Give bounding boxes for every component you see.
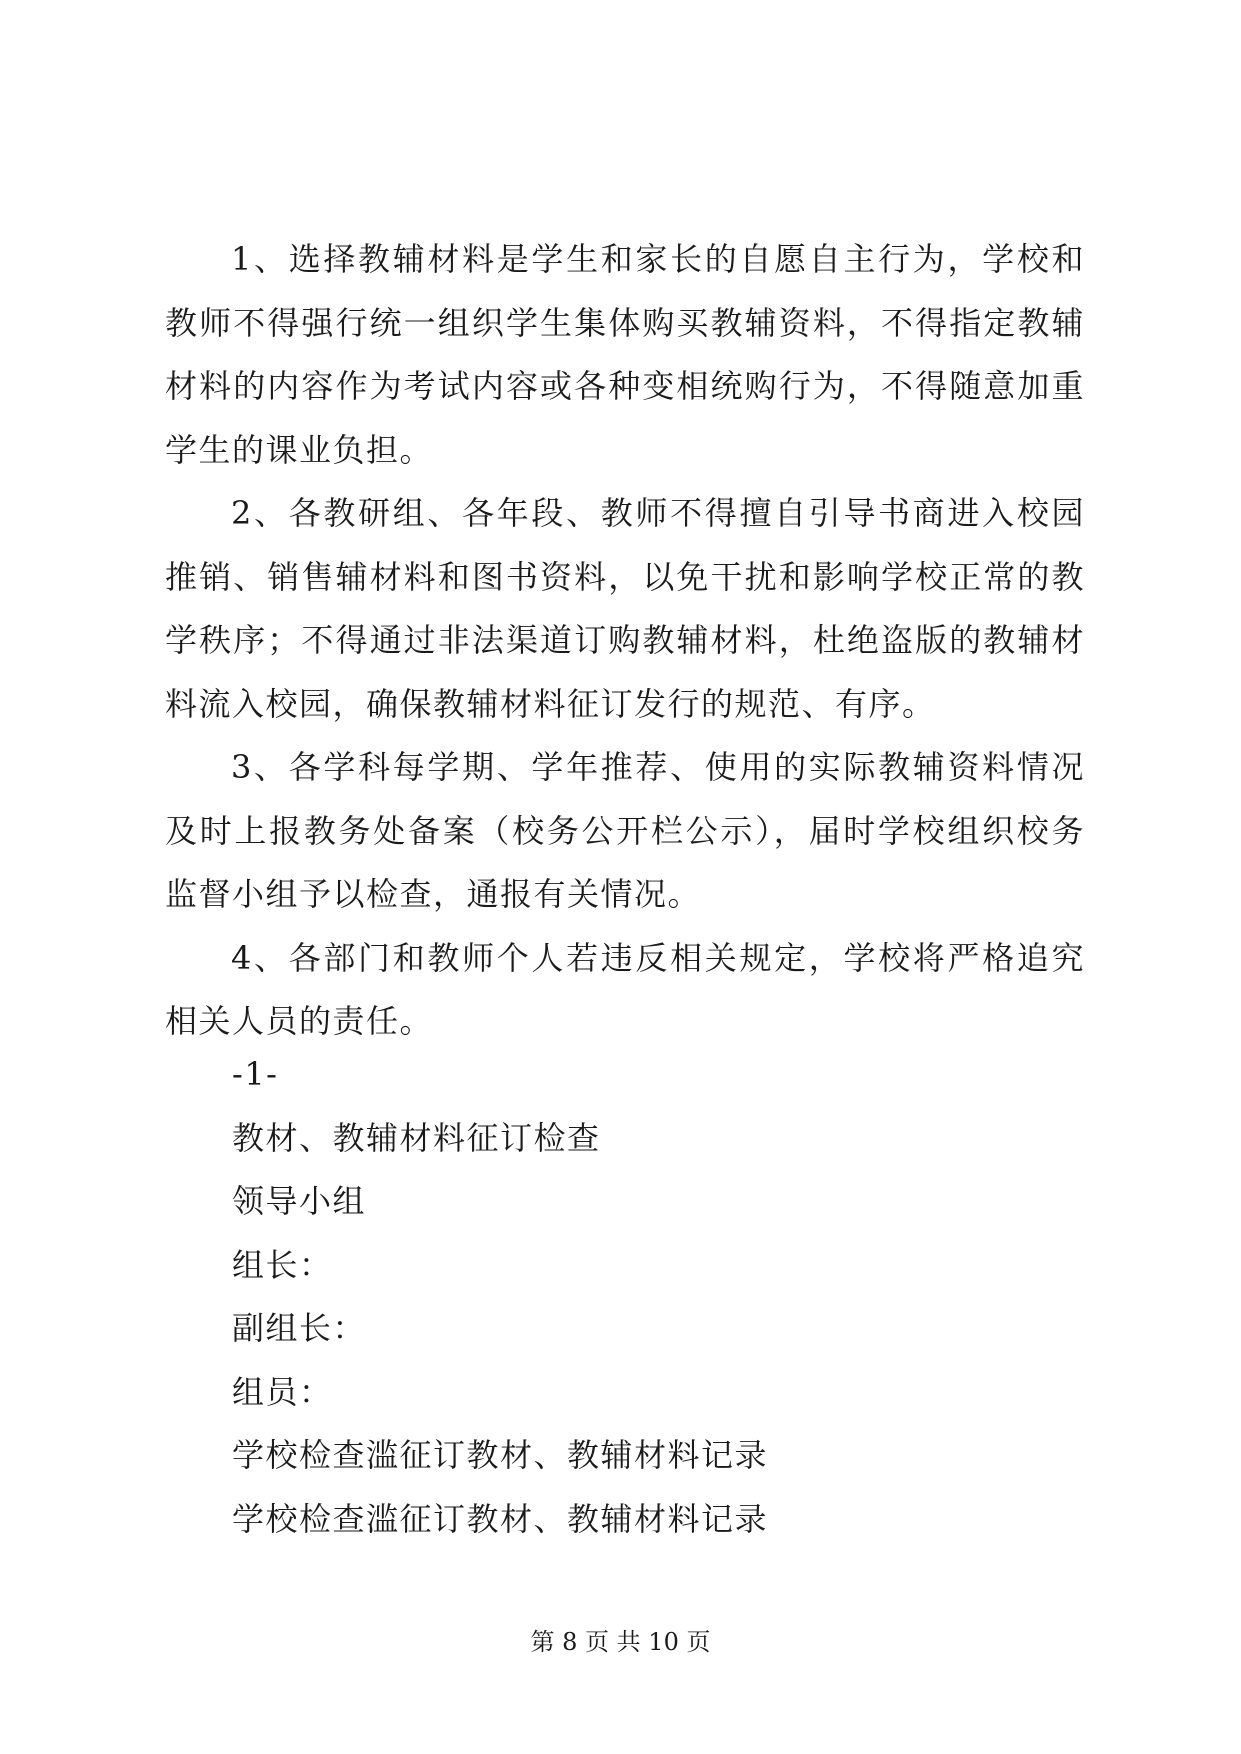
- paragraph-3: 3、各学科每学期、学年推荐、使用的实际教辅资料情况及时上报教务处备案（校务公开栏公示），届时学校组织校务监督小组予以检查，通报有关情况。: [165, 748, 1085, 913]
- page-footer: 第 8 页 共 10 页: [530, 1628, 711, 1656]
- record-title-2: 学校检查滥征订教材、教辅材料记录: [232, 1499, 769, 1538]
- members-label: 组员：: [232, 1372, 333, 1411]
- paragraph-2: 2、各教研组、各年段、教师不得擅自引导书商进入校园推销、销售辅材料和图书资料，以免干扰和影响学校正常的教学秩序；不得通过非法渠道订购教辅材料，杜绝盗版的教辅材料流入校园，确保教辅材料征订发行的规范、有序。: [165, 494, 1085, 723]
- document-body: [165, 228, 1085, 1054]
- leader-label: 组长：: [232, 1245, 333, 1284]
- paragraph-4: 4、各部门和教师个人若违反相关规定，学校将严格追究相关人员的责任。: [165, 938, 1085, 1040]
- document-lines: [232, 1043, 1092, 1551]
- record-title-1: 学校检查滥征订教材、教辅材料记录: [232, 1436, 769, 1474]
- deputy-leader-label: 副组长：: [232, 1309, 367, 1347]
- page-marker: -1-: [232, 1055, 279, 1093]
- section-subtitle: 领导小组: [232, 1182, 367, 1220]
- section-title: 教材、教辅材料征订检查: [232, 1118, 601, 1157]
- paragraph-1: 1、选择教辅材料是学生和家长的自愿自主行为，学校和教师不得强行统一组织学生集体购买教辅资料，不得指定教辅材料的内容作为考试内容或各种变相统购行为，不得随意加重学生的课业负担。: [165, 240, 1085, 469]
